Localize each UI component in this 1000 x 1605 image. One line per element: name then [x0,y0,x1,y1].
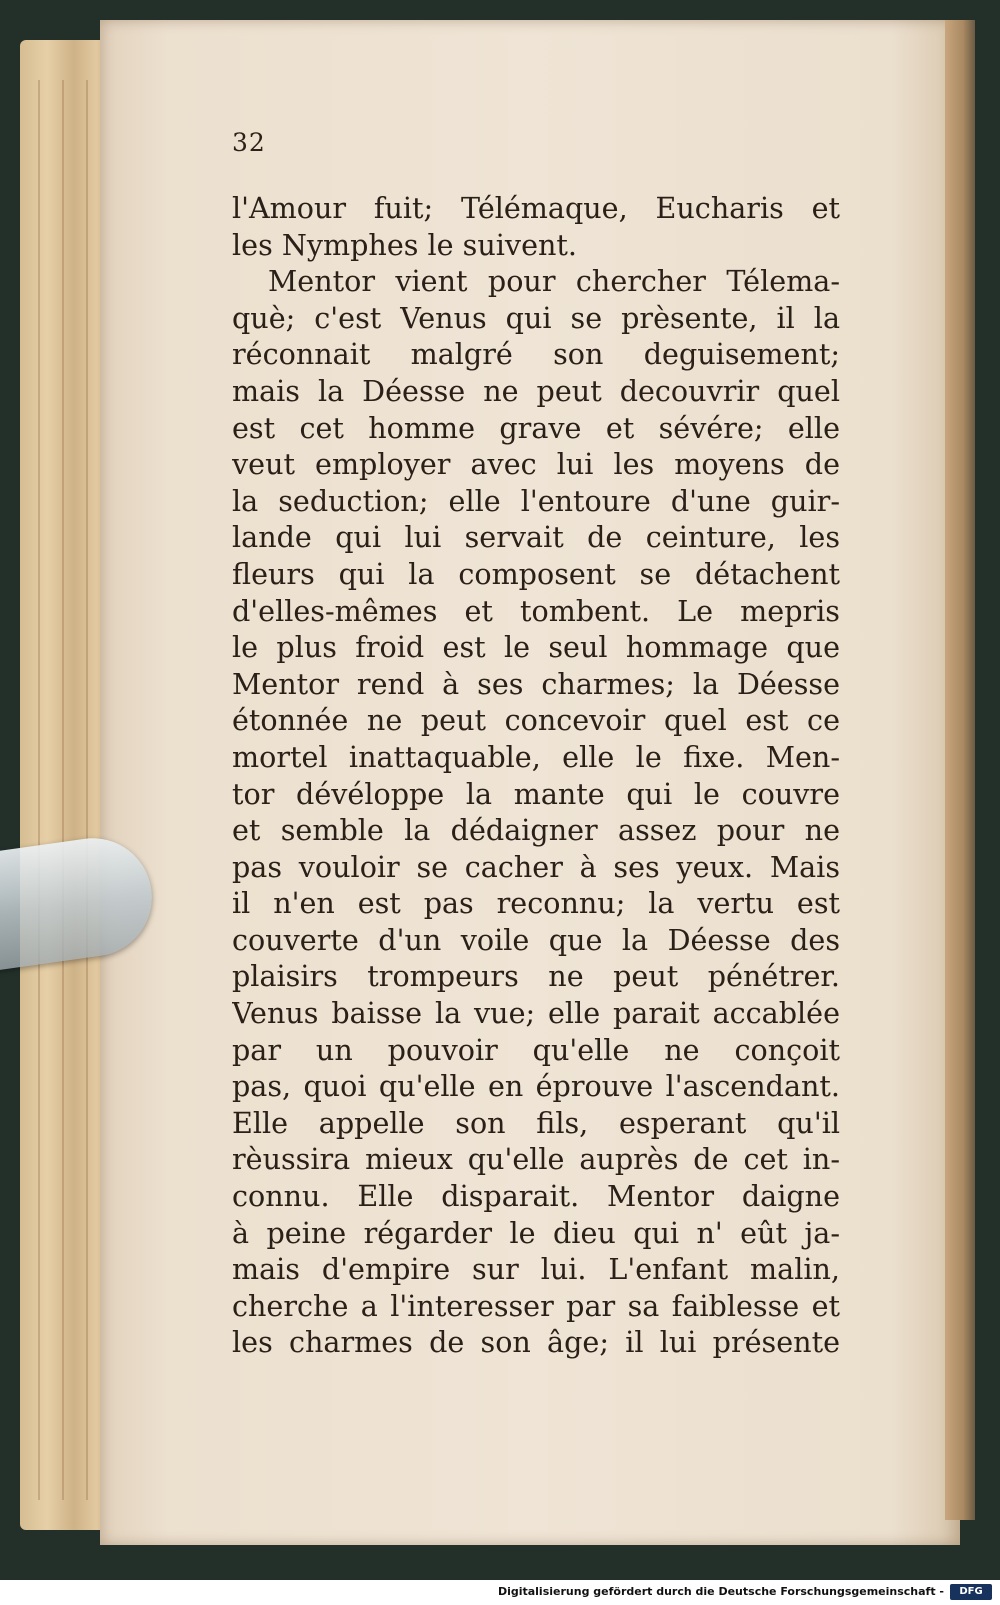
text-line: il n'en est pas reconnu; la vertu est [232,886,840,921]
text-line: par un pouvoir qu'elle ne conçoit [232,1032,840,1067]
dfg-logo-icon: DFG [950,1584,992,1600]
text-line: Venus baisse la vue; elle parait accablée [232,996,840,1031]
text-line: pas, quoi qu'elle en éprouve l'ascendant. [232,1069,840,1104]
text-line: mortel inattaquable, elle le fixe. Men- [232,739,840,774]
text-line: est cet homme grave et sévére; elle [232,410,840,445]
text-line: les charmes de son âge; il lui présente [232,1325,840,1360]
text-line: plaisirs trompeurs ne peut pénétrer. [232,959,840,994]
text-line: réconnait malgré son deguisement; [232,337,840,372]
text-line: cherche a l'interesser par sa faiblesse et [232,1288,840,1323]
text-line: d'elles-mêmes et tombent. Le mepris [232,593,840,628]
text-line: Mentor rend à ses charmes; la Déesse [232,666,840,701]
text-line: veut employer avec lui les moyens de [232,447,840,482]
text-line: Elle appelle son fils, esperant qu'il [232,1105,840,1140]
text-line: què; c'est Venus qui se prèsente, il la [232,300,840,335]
text-line: Mentor vient pour chercher Télema- [268,264,840,299]
text-line: tor dévéloppe la mante qui le couvre [232,776,840,811]
text-line: à peine régarder le dieu qui n' eût ja- [232,1215,840,1250]
text-line: l'Amour fuit; Télémaque, Eucharis et [232,191,840,225]
text-line: la seduction; elle l'entoure d'une guir- [232,483,840,518]
page-stack-line [62,80,64,1500]
text-line: et semble la dédaigner assez pour ne [232,813,840,848]
text-line: étonnée ne peut concevoir quel est ce [232,703,840,738]
page-edge [945,20,975,1520]
text-line: mais la Déesse ne peut decouvrir quel [232,373,840,408]
page-number: 32 [232,128,266,157]
text-line: le plus froid est le seul hommage que [232,630,840,665]
text-line: couverte d'un voile que la Déesse des [232,922,840,957]
page-stack-line [86,80,88,1500]
text-line: rèussira mieux qu'elle auprès de cet in- [232,1142,840,1177]
text-line: pas vouloir se cacher à ses yeux. Mais [232,849,840,884]
page-stack [20,40,110,1530]
page-text [232,190,840,1361]
footer-credit: Digitalisierung gefördert durch die Deutsche Forschungsgemeinschaft - [497,1585,944,1598]
text-line: mais d'empire sur lui. L'enfant malin, [232,1252,840,1287]
text-line: fleurs qui la composent se détachent [232,556,840,591]
page-stack-line [38,80,40,1500]
text-line: connu. Elle disparait. Mentor daigne [232,1179,840,1214]
text-line: lande qui lui servait de ceinture, les [232,520,840,555]
footer [0,1580,1000,1605]
text-line: les Nymphes le suivent. [232,227,577,262]
